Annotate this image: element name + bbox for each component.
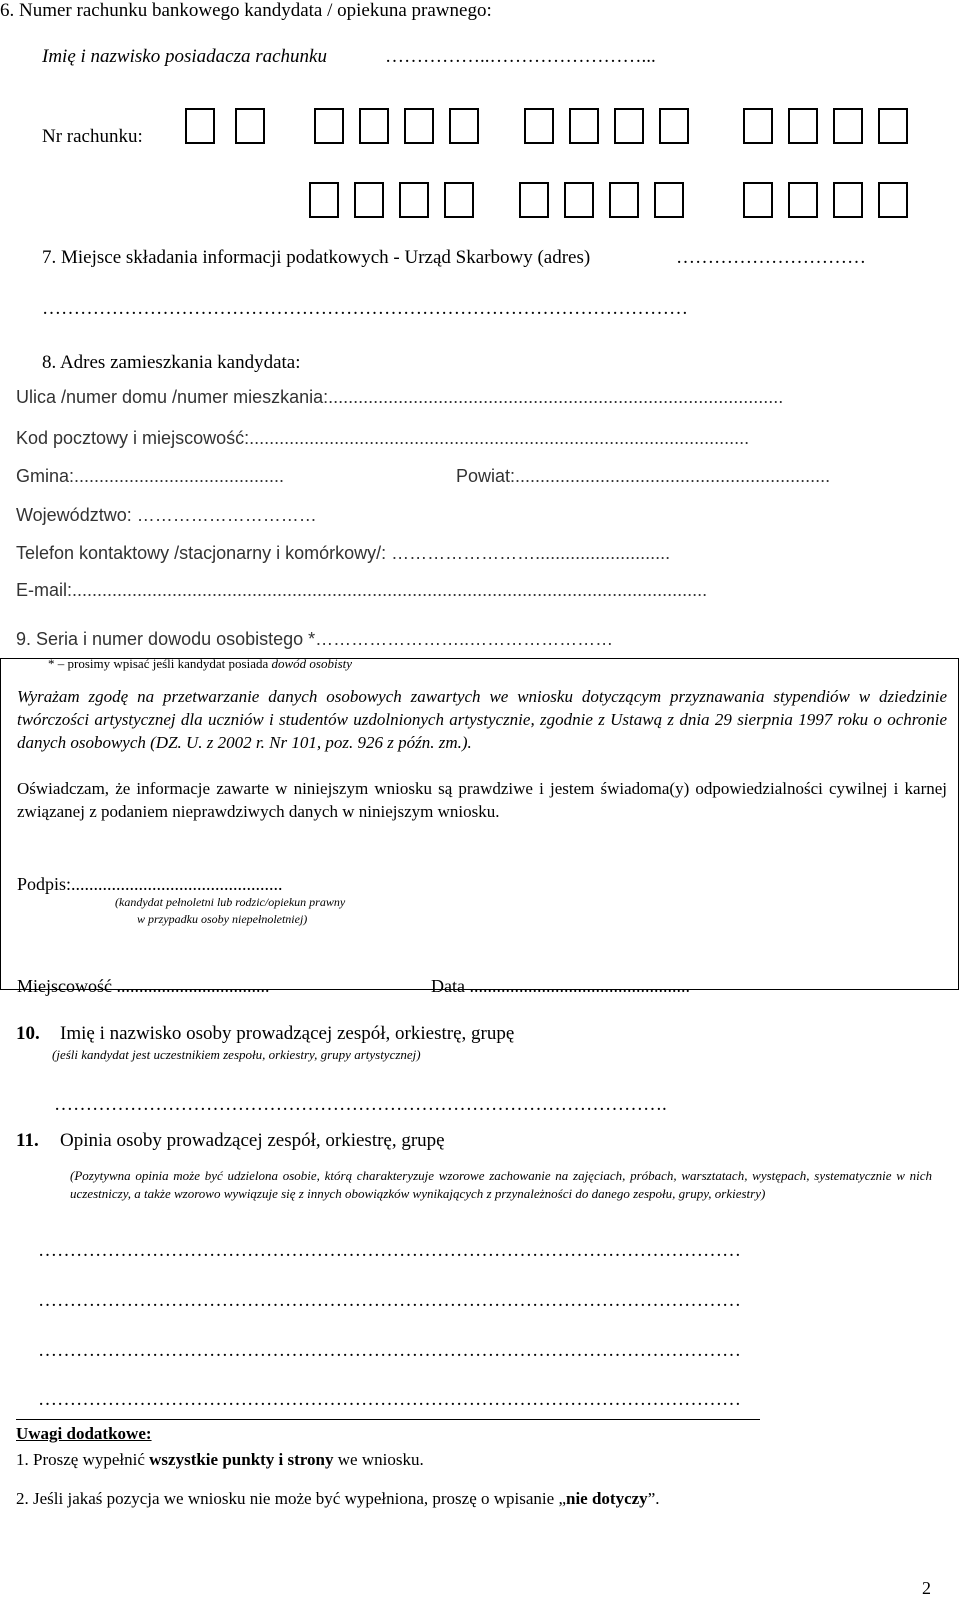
remark-2-text-c: ”. (647, 1489, 660, 1508)
account-digit-box[interactable] (314, 108, 344, 144)
tax-office-field-1[interactable]: ………………………… (676, 247, 866, 268)
account-digit-box[interactable] (399, 182, 429, 218)
section-11-heading: Opinia osoby prowadzącej zespół, orkiestrę, grupę (60, 1130, 445, 1151)
account-digit-box[interactable] (404, 108, 434, 144)
section-6-heading: 6. Numer rachunku bankowego kandydata / opiekuna prawnego: (0, 0, 492, 21)
conductor-name-field[interactable]: ……………………………………………………………………………………. (54, 1094, 667, 1115)
remark-1-text-a: 1. Proszę wypełnić (16, 1450, 150, 1469)
gmina-field[interactable]: Gmina:.......................................... (16, 466, 285, 486)
id-card-note-text: * – prosimy wpisać jeśli kandydat posiada (48, 656, 269, 671)
account-digit-box[interactable] (788, 182, 818, 218)
remarks-heading: Uwagi dodatkowe: (16, 1424, 152, 1443)
opinion-line-1[interactable]: ………………………………………………………………………………………………… (38, 1240, 741, 1261)
remark-1-text-bold: wszystkie punkty i strony (149, 1450, 334, 1469)
signature-field[interactable]: Podpis:............................................... (17, 874, 283, 894)
date-field[interactable]: Data ................................................. (431, 976, 690, 996)
remark-2 (16, 1489, 659, 1509)
remark-1-text-c: we wniosku. (333, 1450, 424, 1469)
account-holder-field[interactable]: ……………..……………………... (385, 46, 656, 67)
phone-field[interactable]: Telefon kontaktowy /stacjonarny i komórkowy/: ……………………........................... (16, 543, 671, 563)
section-10-note: (jeśli kandydat jest uczestnikiem zespołu, orkiestry, grupy artystycznej) (52, 1047, 421, 1062)
signature-note-2: w przypadku osoby niepełnoletniej) (137, 912, 308, 926)
opinion-line-2[interactable]: ………………………………………………………………………………………………… (38, 1290, 741, 1311)
account-holder-label: Imię i nazwisko posiadacza rachunku (42, 46, 327, 67)
postal-city-field[interactable]: Kod pocztowy i miejscowość:.................................................................................................... (16, 428, 750, 448)
place-field[interactable]: Miejscowość .................................. (17, 976, 270, 996)
opinion-line-3[interactable]: ………………………………………………………………………………………………… (38, 1340, 741, 1361)
consent-text: Wyrażam zgodę na przetwarzanie danych osobowych zawartych we wniosku dotyczącym przyznawania stypendiów w dziedzinie twórczości artystycznej dla uczniów i studentów uzdolnionych artystycznie, zgodnie z Ustawą z dnia 29 sierpnia 1997 roku o ochronie danych osobowych (DZ. U. z 2002 r. Nr 101, poz. 926 z późn. zm.). (17, 687, 947, 752)
tax-office-field-2[interactable]: ………………………………………………………………………………………… (42, 298, 688, 319)
remark-2-text-a: 2. Jeśli jakaś pozycja we wniosku nie może być wypełniona, proszę o wpisanie „ (16, 1489, 566, 1508)
account-digit-box[interactable] (654, 182, 684, 218)
street-field[interactable]: Ulica /numer domu /numer mieszkania:........................................................................................... (16, 387, 784, 407)
section-11-number: 11. (16, 1130, 39, 1151)
consent-box (0, 658, 959, 996)
remark-2-text-bold: nie dotyczy (566, 1489, 648, 1508)
account-digit-box[interactable] (614, 108, 644, 144)
remark-1 (16, 1450, 424, 1470)
id-card-field[interactable]: 9. Seria i numer dowodu osobistego *……………………..…………………… (16, 629, 614, 649)
section-11-note: (Pozytywna opinia może być udzielona osobie, którą charakteryzuje wzorowe zachowanie na zajęciach, próbach, warsztatach, występach, systematycznie w nich uczestniczy, a także wzorowo wywiązuje się z innych obowiązków wynikających z przynależności do danego zespołu, grupy, orkiestry) (70, 1168, 932, 1201)
account-digit-box[interactable] (833, 108, 863, 144)
account-digit-box[interactable] (569, 108, 599, 144)
account-number-label: Nr rachunku: (42, 126, 143, 147)
account-digit-box[interactable] (743, 182, 773, 218)
email-field[interactable]: E-mail:............................................................................................................................... (16, 580, 708, 600)
section-7-heading: 7. Miejsce składania informacji podatkowych - Urząd Skarbowy (adres) (42, 247, 591, 268)
account-digit-box[interactable] (833, 182, 863, 218)
account-digit-box[interactable] (359, 108, 389, 144)
account-digit-box[interactable] (659, 108, 689, 144)
opinion-line-4[interactable]: ………………………………………………………………………………………………… (38, 1389, 741, 1410)
account-digit-box[interactable] (449, 108, 479, 144)
account-digit-box[interactable] (309, 182, 339, 218)
section-8-heading: 8. Adres zamieszkania kandydata: (42, 352, 301, 373)
page-number: 2 (922, 1578, 931, 1598)
section-10-heading: Imię i nazwisko osoby prowadzącej zespół, orkiestrę, grupę (60, 1023, 515, 1044)
powiat-field[interactable]: Powiat:............................................................... (456, 466, 831, 486)
account-digit-box[interactable] (444, 182, 474, 218)
signature-note-1: (kandydat pełnoletni lub rodzic/opiekun prawny (115, 895, 346, 909)
account-digit-box[interactable] (878, 182, 908, 218)
voivodeship-field[interactable]: Województwo: ………………………… (16, 505, 317, 525)
account-digit-box[interactable] (788, 108, 818, 144)
account-digit-box[interactable] (185, 108, 215, 144)
account-digit-box[interactable] (524, 108, 554, 144)
account-digit-box[interactable] (564, 182, 594, 218)
declaration-text: Oświadczam, że informacje zawarte w niniejszym wniosku są prawdziwe i jestem świadoma(y) odpowiedzialności cywilnej i karnej związanej z podaniem nieprawdziwych danych w niniejszym wniosku. (17, 779, 947, 821)
section-10-number: 10. (16, 1023, 40, 1044)
account-digit-box[interactable] (519, 182, 549, 218)
account-digit-box[interactable] (743, 108, 773, 144)
account-digit-box[interactable] (609, 182, 639, 218)
account-digit-box[interactable] (235, 108, 265, 144)
account-digit-box[interactable] (878, 108, 908, 144)
account-digit-box[interactable] (354, 182, 384, 218)
divider (16, 1419, 760, 1420)
id-card-note-italic: dowód osobisty (271, 656, 353, 671)
